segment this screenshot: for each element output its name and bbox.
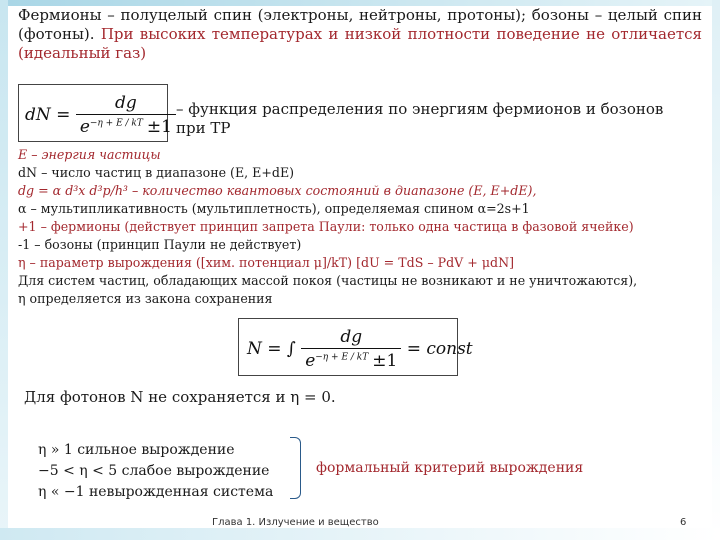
- formula-exponent: −η + E / kT: [89, 118, 143, 129]
- formula2-denominator-tail: ±1: [372, 351, 398, 371]
- intro-highlight: При высоких температурах и низкой плотности поведение не отличается (идеальный газ): [18, 25, 702, 62]
- criterion-item: η » 1 сильное вырождение: [38, 442, 235, 458]
- intro-paragraph: [18, 6, 702, 63]
- formula2-denominator: $e^{-\eta + E / kT} \pm 1$: [305, 351, 398, 371]
- formula-lhs: dN =: [25, 105, 71, 125]
- formula2-numerator: dg: [301, 327, 401, 349]
- definition-line: dN – число частиц в диапазоне (E, E+dE): [18, 165, 295, 180]
- definition-line: Для систем частиц, обладающих массой покоя (частицы не возникают и не уничтожаются),: [18, 273, 638, 288]
- criterion-item: η « −1 невырожденная система: [38, 484, 274, 500]
- formula2-lhs: N = ∫: [247, 339, 296, 359]
- definitions-list: [18, 146, 708, 308]
- definition-line: η – параметр вырождения ([хим. потенциал μ]/kT) [dU = TdS – PdV + μdN]: [18, 255, 515, 270]
- criterion-item: −5 < η < 5 слабое вырождение: [38, 463, 270, 479]
- degeneracy-criteria: [38, 440, 273, 503]
- formula-numerator: dg: [76, 93, 176, 115]
- intro-text: Фермионы – полуцелый спин (электроны, нейтроны, протоны); бозоны – целый спин (фотоны).: [18, 6, 702, 43]
- criteria-label: формальный критерий вырождения: [316, 460, 584, 476]
- footer-page-number: 6: [680, 517, 687, 528]
- formula2-fraction: [301, 327, 401, 371]
- formula2-exponent: −η + E / kT: [315, 352, 369, 363]
- formula-denominator: $e^{-\eta + E / kT} \pm 1$: [79, 117, 172, 137]
- definition-line: η определяется из закона сохранения: [18, 291, 273, 306]
- formula-caption: – функция распределения по энергиям фермионов и бозонов при ТР: [176, 100, 664, 137]
- formula2-rhs: = const: [406, 339, 473, 359]
- definition-line: -1 – бозоны (принцип Паули не действует): [18, 237, 302, 252]
- footer-chapter: Глава 1. Излучение и вещество: [212, 517, 379, 528]
- definition-line: α – мультипликативность (мультиплетность), определяемая спином α=2s+1: [18, 201, 530, 216]
- formula-denominator-tail: ±1: [146, 117, 172, 137]
- definition-line: +1 – фермионы (действует принцип запрета Паули: только одна частица в фазовой ячейке): [18, 219, 634, 234]
- definition-line: dg = α d³x d³p/h³ – количество квантовых состояний в диапазоне (E, E+dE),: [18, 183, 537, 198]
- criteria-bracket: [290, 437, 301, 499]
- definition-line: E – энергия частицы: [18, 147, 161, 162]
- photons-line: Для фотонов N не сохраняется и η = 0.: [24, 388, 336, 406]
- formula-conservation: [238, 318, 473, 376]
- formula-fraction: [76, 93, 176, 137]
- formula-distribution: [18, 84, 172, 142]
